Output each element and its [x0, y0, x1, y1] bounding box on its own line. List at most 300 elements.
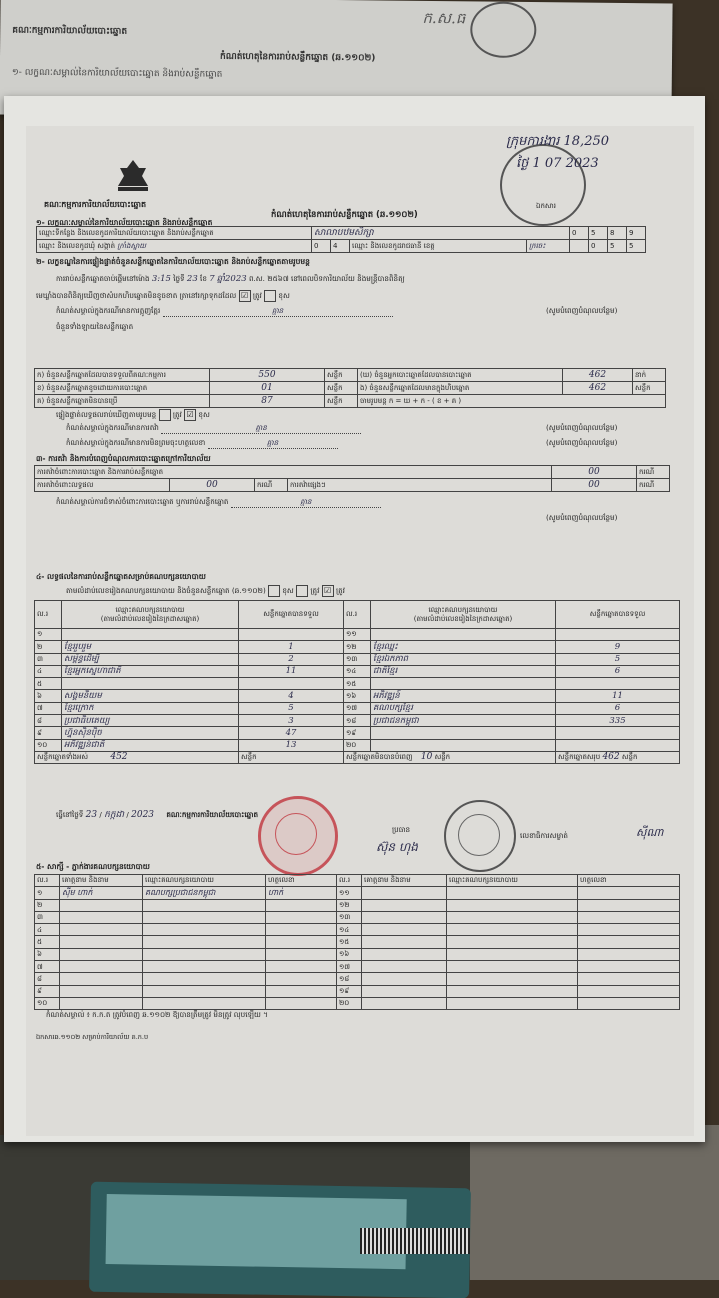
party-no: ១៤: [344, 665, 371, 677]
total-left-label: សន្លឹកឆ្នោតទាំងអស់: [37, 753, 89, 762]
party-no: ៤: [35, 665, 62, 677]
witness-no: ១: [35, 887, 60, 899]
col-no-left: ល.រ: [35, 601, 62, 629]
witness-no: ១៦: [337, 948, 362, 960]
witness-party: គណបក្សប្រជាជនកម្ពុជា: [143, 887, 266, 899]
party-name: ប្រជាជនកម្ពុជា: [371, 715, 556, 727]
witness-party: [447, 936, 578, 948]
total-mid-value: 10: [420, 752, 433, 763]
table-row: [35, 727, 680, 739]
witness-party: [143, 899, 266, 911]
ballot-count-intro: ចំនួនទាំងឡាយនៃសន្លឹកឆ្នោត: [56, 322, 134, 331]
party-votes: 11: [556, 690, 680, 702]
witness-party: [447, 887, 578, 899]
committee-title: គណៈកម្មការការិយាល័យបោះឆ្នោត: [166, 810, 259, 819]
party-name: [371, 727, 556, 739]
refusal-value: គ្មាន: [208, 439, 338, 449]
witness-col-name: គោត្តនាម និងនាម: [60, 875, 143, 887]
unused-ballots-unit: សន្លឹក: [325, 395, 358, 408]
refusal-label: កំណត់សម្គាល់ក្នុងករណីមានការមិនព្រមចុះហត្ថលេខា: [66, 438, 206, 447]
witness-signature: [578, 961, 680, 973]
total-mid-unit: សន្លឹក: [434, 753, 451, 762]
witness-no: ៤: [35, 924, 60, 936]
check-yes-label: ត្រូវ: [252, 291, 262, 300]
party-no: ៦: [35, 690, 62, 702]
witness-table: [34, 874, 680, 1010]
result-option-label: ត្រូវ: [335, 586, 345, 595]
col-party-right-sub: (តាមលំដាប់លេខរៀងនៃក្រដាសឆ្នោត): [413, 614, 513, 623]
voters-label: (ឃ) ចំនួនអ្នកបោះឆ្នោតដែលបានបោះឆ្នោត: [358, 369, 563, 382]
witness-signature: [578, 948, 680, 960]
done-year: 2023: [131, 810, 155, 820]
witness-name: [60, 899, 143, 911]
total-mid-label-cell: [344, 751, 556, 763]
party-votes: 4: [239, 690, 344, 702]
commune-code-digit: 0: [312, 240, 331, 253]
process-protest-value: 00: [552, 466, 637, 479]
witness-name: [362, 961, 447, 973]
party-votes: 6: [556, 665, 680, 677]
party-no: ១២: [344, 641, 371, 653]
party-name: អភិវឌ្ឍន៍ជាតិ: [62, 739, 239, 751]
section4-subline-text: តាមលំដាប់លេខរៀងគណបក្សនយោបាយ និងចំនួនសន្លឹកឆ្នោត (ឆ.១១០២): [66, 586, 266, 595]
objection-note: (សូមបំពេញបំណុលបន្ថែម): [546, 513, 618, 522]
witness-no: ១៨: [337, 973, 362, 985]
ballots-in-box-label: ង) ចំនួនសន្លឹកឆ្នោតដែលមានក្នុងហិបឆ្នោត: [358, 382, 563, 395]
month-value: 7: [209, 274, 215, 284]
done-day: 23: [85, 810, 98, 820]
complaint-line: [56, 307, 393, 317]
result-option-checkbox[interactable]: ☑: [322, 585, 334, 597]
witness-signature: ហាក់: [266, 887, 337, 899]
protest-label: កំណត់សម្គាល់ក្នុងករណីមានការតវ៉ា: [66, 423, 159, 432]
party-name: សម្ព័ន្ធដើម្បី: [62, 653, 239, 665]
other-protest-value: 00: [552, 479, 637, 492]
witness-signature: [266, 997, 337, 1009]
barcode-icon: [360, 1228, 470, 1254]
result-protest-label: ការតវ៉ាចំពោះលទ្ធផល: [35, 479, 170, 492]
result-protest-unit: ករណី: [255, 479, 288, 492]
result-option-label: ខុស: [282, 586, 294, 595]
table-row: [35, 690, 680, 702]
party-votes: 1: [239, 641, 344, 653]
table-row: [35, 911, 680, 923]
total-mid-cell: [239, 751, 344, 763]
witness-col-party-right: ឈ្មោះគណបក្សនយោបាយ: [447, 875, 578, 887]
witness-no: ១៥: [337, 936, 362, 948]
result-option-checkbox[interactable]: [268, 585, 280, 597]
witness-party: [143, 961, 266, 973]
party-no: ៥: [35, 678, 62, 690]
stamp-number: ក្រុមការងារ 18,250: [506, 134, 610, 149]
section3-table: [34, 465, 670, 492]
col-votes-left: សន្លឹកឆ្នោតបានទទួល: [239, 601, 344, 629]
witness-signature: [578, 899, 680, 911]
section1-heading: ១- លក្ខណៈសម្គាល់នៃការិយាល័យបោះឆ្នោត និងរាប់សន្លឹកឆ្នោត: [36, 218, 213, 227]
party-votes: [239, 629, 344, 641]
col-party-right: [371, 601, 556, 629]
table-row: [35, 997, 680, 1009]
section5-heading: ៥- សាក្សី - ភ្នាក់ងារគណបក្សនយោបាយ: [36, 862, 150, 871]
witness-signature: [266, 911, 337, 923]
witness-no: ១៩: [337, 985, 362, 997]
party-no: ១៣: [344, 653, 371, 665]
table-row: [35, 678, 680, 690]
province-code-digit: 0: [589, 240, 608, 253]
party-results-table: [34, 600, 680, 764]
witness-party: [447, 985, 578, 997]
section4-subline: [66, 585, 345, 597]
party-votes: 13: [239, 739, 344, 751]
table-row: [35, 985, 680, 997]
done-month: កក្កដា: [104, 810, 125, 820]
witness-no: ១២: [337, 899, 362, 911]
objection-value: គ្មាន: [231, 498, 381, 508]
chair-label: ប្រធាន: [392, 825, 411, 834]
party-no: ៨: [35, 715, 62, 727]
party-name: អភិវឌ្ឍន៍: [371, 690, 556, 702]
witness-no: ៦: [35, 948, 60, 960]
day-value: 23: [186, 274, 198, 284]
objection-line: [56, 498, 381, 508]
party-no: ១៥: [344, 678, 371, 690]
location-code-digit: 5: [589, 227, 608, 240]
witness-party: [143, 911, 266, 923]
party-name: ហ្វ៊ុនស៊ិនប៉ិច: [62, 727, 239, 739]
ballots-in-box-unit: សន្លឹក: [633, 382, 666, 395]
witness-no: ៣: [35, 911, 60, 923]
total-right-value: 462: [602, 752, 620, 763]
witness-no: ១១: [337, 887, 362, 899]
party-votes: [556, 739, 680, 751]
table-row: [35, 739, 680, 751]
location-code-digit: 9: [627, 227, 646, 240]
party-name: ប្រជាធិបតេយ្យ: [62, 715, 239, 727]
secretary-signature: ស៊ីណា: [636, 826, 664, 839]
table-row: [35, 702, 680, 714]
witness-no: ២: [35, 899, 60, 911]
witness-party: [143, 948, 266, 960]
ballot-box-check-line: [36, 290, 290, 302]
formula-yes-checkbox[interactable]: [159, 409, 171, 421]
witness-signature: [578, 997, 680, 1009]
location-label: ឈ្មោះទីកន្លែង និងលេខកូដការិយាល័យបោះឆ្នោត និងរាប់សន្លឹកឆ្នោត: [37, 227, 312, 240]
witness-name: [60, 936, 143, 948]
party-name: ខ្មែរឯកភាព: [371, 653, 556, 665]
witness-signature: [266, 948, 337, 960]
witness-name: [60, 961, 143, 973]
month-label: ខែ: [200, 274, 207, 283]
commune-value: ក្រាំងស្នាយ: [117, 241, 147, 250]
col-party-left-sub: (តាមលំដាប់លេខរៀងនៃក្រដាសឆ្នោត): [100, 614, 200, 623]
formula-no-checkbox[interactable]: ☑: [184, 409, 196, 421]
witness-name: [362, 899, 447, 911]
witness-name: [60, 948, 143, 960]
witness-signature: [578, 911, 680, 923]
counting-time-rest: ព.ស. ២៥៦៧ នៅពេលបិទការិយាល័យ និងមន្ត្រីបានពិនិត្យ: [248, 274, 405, 283]
party-no: ១៧: [344, 702, 371, 714]
party-name: [62, 678, 239, 690]
received-ballots-label: ក) ចំនួនសន្លឹកឆ្នោតដែលបានទទួលពីគណៈកម្មការ: [35, 369, 210, 382]
commune-cell: [37, 240, 312, 253]
unused-ballots-value: 87: [210, 395, 325, 408]
witness-party: [143, 985, 266, 997]
spoiled-ballots-unit: សន្លឹក: [325, 382, 358, 395]
protest-line: [66, 424, 361, 434]
party-name: [371, 739, 556, 751]
signature-date-line: ធ្វើនៅថ្ងៃទី 23 / កក្កដា / 2023 គណៈកម្មការការិយាល័យបោះឆ្នោត: [56, 810, 259, 820]
footer-note-1: កំណត់សម្គាល់ ៖ ក.ក.ត ត្រូវបំពេញ ឆ.១១០២ ឱ្យបានត្រឹមត្រូវ មិនត្រូវ លុបឡើយ ។: [46, 1010, 268, 1019]
witness-no: ១៣: [337, 911, 362, 923]
result-option-label: ត្រូវ: [310, 586, 320, 595]
witness-signature: [266, 973, 337, 985]
witness-party: [447, 899, 578, 911]
witness-party: [447, 948, 578, 960]
witness-party: [447, 973, 578, 985]
total-left-value: 452: [110, 752, 128, 763]
party-name: សង្គមនិយម: [62, 690, 239, 702]
counting-time-label: ការរាប់សន្លឹកឆ្នោតចាប់ផ្តើមនៅម៉ោង: [56, 274, 150, 283]
table-row: [35, 665, 680, 677]
witness-name: [60, 997, 143, 1009]
party-no: ២: [35, 641, 62, 653]
witness-no: ៥: [35, 936, 60, 948]
party-votes: [239, 678, 344, 690]
total-left-cell: [35, 751, 239, 763]
party-name: [371, 678, 556, 690]
table-row: [35, 887, 680, 899]
table-row: [35, 948, 680, 960]
witness-name: [60, 985, 143, 997]
total-mid-label: សន្លឹកឆ្នោតមិនបានបំពេញ: [346, 753, 413, 762]
total-right-cell: [556, 751, 680, 763]
background-signature: ក.ស.ធ: [422, 8, 466, 28]
party-votes: 5: [556, 653, 680, 665]
background-sheet-title: គណៈកម្មការការិយាល័យបោះឆ្នោត: [12, 25, 128, 37]
royal-emblem-icon: [112, 156, 154, 196]
party-no: ១៩: [344, 727, 371, 739]
total-right-unit: សន្លឹក: [621, 753, 638, 762]
witness-signature: [578, 887, 680, 899]
org-title: គណៈកម្មការការិយាល័យបោះឆ្នោត: [44, 200, 147, 209]
stamp-date: ថ្ងៃ 1 07 2023: [516, 156, 599, 171]
witness-name: [362, 887, 447, 899]
party-votes: [556, 629, 680, 641]
check-no-label: ខុស: [278, 291, 290, 300]
ballots-in-box-value: 462: [563, 382, 633, 395]
witness-signature: [266, 924, 337, 936]
spoiled-ballots-value: 01: [210, 382, 325, 395]
party-no: ៩: [35, 727, 62, 739]
witness-signature: [266, 899, 337, 911]
witness-party: [447, 924, 578, 936]
ballot-count-table: [34, 368, 666, 408]
party-name: [371, 629, 556, 641]
voters-value: 462: [563, 369, 633, 382]
check-yes-checkbox[interactable]: ☑: [239, 290, 251, 302]
location-code-digit: 8: [608, 227, 627, 240]
ballot-formula: ចាមរូបមន្ត ក = ឃ + ក - ( ខ + គ ): [358, 395, 666, 408]
location-value: សាលាបឋមសិក្សា: [312, 227, 570, 240]
witness-party: [143, 973, 266, 985]
party-name: គណបក្សខ្មែរ: [371, 702, 556, 714]
received-ballots-value: 550: [210, 369, 325, 382]
formula-yes-label: ត្រូវ: [172, 410, 182, 419]
party-no: ៣: [35, 653, 62, 665]
objection-label: កំណត់សម្គាល់ការជំទាស់ចំពោះការបោះឆ្នោត ឬការរាប់សន្លឹកឆ្នោត: [56, 497, 229, 506]
witness-name: [362, 985, 447, 997]
result-option-checkbox[interactable]: [296, 585, 308, 597]
witness-no: ២០: [337, 997, 362, 1009]
table-row: [35, 715, 680, 727]
party-name: [62, 629, 239, 641]
province-code-digit: 5: [627, 240, 646, 253]
formula-no-label: ខុស: [198, 410, 210, 419]
witness-col-sign: ហត្ថលេខា: [266, 875, 337, 887]
witness-signature: [266, 985, 337, 997]
complaint-value: គ្មាន: [163, 307, 393, 317]
witness-party: [447, 997, 578, 1009]
table-row: [35, 924, 680, 936]
witness-col-party: ឈ្មោះគណបក្សនយោបាយ: [143, 875, 266, 887]
formula-check-line: [56, 409, 210, 421]
table-row: [35, 973, 680, 985]
col-no-right: ល.រ: [344, 601, 371, 629]
process-protest-unit: ករណី: [637, 466, 670, 479]
witness-name: [60, 911, 143, 923]
party-votes: 5: [239, 702, 344, 714]
witness-no: ១៧: [337, 961, 362, 973]
witness-no: ១៤: [337, 924, 362, 936]
form-page: [4, 96, 705, 1142]
witness-name: [362, 911, 447, 923]
stamp-label: ឯកសារ: [536, 202, 556, 210]
party-votes: 2: [239, 653, 344, 665]
witness-col-no: ល.រ: [35, 875, 60, 887]
location-code-digit: 0: [570, 227, 589, 240]
witness-col-no-right: ល.រ: [337, 875, 362, 887]
party-votes: 335: [556, 715, 680, 727]
witness-name: [60, 973, 143, 985]
voters-unit: នាក់: [633, 369, 666, 382]
witness-signature: [578, 924, 680, 936]
section1-table: [36, 226, 646, 253]
witness-no: ៧: [35, 961, 60, 973]
form-body: [26, 126, 694, 1136]
col-party-left: [62, 601, 239, 629]
total-right-label: សន្លឹកឆ្នោតសរុប: [558, 753, 601, 762]
party-name: ខ្មែរអ្នកស្នេហាជាតិ: [62, 665, 239, 677]
party-no: ២០: [344, 739, 371, 751]
received-ballots-unit: សន្លឹក: [325, 369, 358, 382]
party-no: ១១: [344, 629, 371, 641]
other-protest-label: ការតវ៉ាផ្សេងៗ: [288, 479, 552, 492]
table-row: [35, 629, 680, 641]
party-no: ១០: [35, 739, 62, 751]
section4-heading: ៤- លទ្ធផលនៃការរាប់សន្លឹកឆ្នោតសម្រាប់គណបក្សនយោបាយ: [36, 572, 206, 581]
spoiled-ballots-label: ខ) ចំនួនសន្លឹកឆ្នោតខូចដោយការបោះឆ្នោត: [35, 382, 210, 395]
year-value: ឆ្នាំ2023: [216, 274, 247, 284]
witness-party: [143, 997, 266, 1009]
background-sheet-subtitle: កំណត់ហេតុនៃការរាប់សន្លឹកឆ្នោត (ឆ.១១០២): [219, 51, 376, 64]
table-row: [35, 936, 680, 948]
form-title: កំណត់ហេតុនៃការរាប់សន្លឹកឆ្នោត (ឆ.១១០២): [271, 210, 418, 220]
table-row: [35, 653, 680, 665]
witness-signature: [578, 985, 680, 997]
chair-seal-icon: [444, 800, 516, 872]
party-name: ខ្មែររួបរួម: [62, 641, 239, 653]
party-name: ជាតិខ្មែរ: [371, 665, 556, 677]
desk-cloth: [470, 1125, 719, 1280]
witness-signature: [578, 973, 680, 985]
other-protest-unit: ករណី: [637, 479, 670, 492]
witness-name: ស៊ីម ហាក់: [60, 887, 143, 899]
check-no-checkbox[interactable]: [264, 290, 276, 302]
official-seal-icon: [258, 796, 338, 876]
party-no: ៧: [35, 702, 62, 714]
witness-name: [362, 997, 447, 1009]
province-code-digit: 5: [608, 240, 627, 253]
witness-party: [143, 936, 266, 948]
party-votes: [556, 678, 680, 690]
party-votes: 11: [239, 665, 344, 677]
secretary-label: លេខាធិការសម្ងាត់: [520, 831, 568, 840]
witness-no: ៩: [35, 985, 60, 997]
province-value: ក្រចេះ: [527, 240, 570, 253]
commune-label: ឈ្មោះ និងលេខកូដឃុំ សង្កាត់: [39, 241, 116, 250]
witness-signature: [266, 936, 337, 948]
result-protest-value: 00: [170, 479, 255, 492]
witness-party: [447, 911, 578, 923]
party-votes: [556, 727, 680, 739]
background-seal-icon: [470, 1, 537, 58]
done-at-label: ធ្វើនៅថ្ងៃទី: [56, 810, 84, 819]
complaint-label: កំណត់សម្គាល់ក្នុងករណីមានការត្អូញត្អែរ: [56, 306, 161, 315]
witness-name: [362, 973, 447, 985]
total-left-unit: សន្លឹក: [241, 753, 257, 762]
witness-col-name-right: គោត្តនាម និងនាម: [362, 875, 447, 887]
protest-value: គ្មាន: [161, 424, 361, 434]
witness-signature: [578, 936, 680, 948]
chair-signature: ស៊ុន ហុង: [376, 840, 418, 854]
complaint-note: (សូមបំពេញបំណុលបន្ថែម): [546, 306, 618, 315]
witness-party: [143, 924, 266, 936]
witness-col-sign-right: ហត្ថលេខា: [578, 875, 680, 887]
commune-code-digit: 4: [331, 240, 350, 253]
witness-name: [60, 924, 143, 936]
footer-note-2: ឯកសារឆ.១១០២ សម្រាប់ការិយាល័យ គ.ក.ប: [36, 1033, 149, 1041]
party-no: ១៦: [344, 690, 371, 702]
protest-note: (សូមបំពេញបំណុលបន្ថែម): [546, 423, 618, 432]
party-votes: 47: [239, 727, 344, 739]
unused-ballots-label: គ) ចំនួនសន្លឹកឆ្នោតមិនបានប្រើ: [35, 395, 210, 408]
province-label: ឈ្មោះ និងលេខកូដរាជធានី ខេត្ត: [350, 240, 527, 253]
col-party-right-title: ឈ្មោះគណបក្សនយោបាយ: [428, 606, 498, 615]
table-row: [35, 641, 680, 653]
witness-name: [362, 936, 447, 948]
witness-signature: [266, 961, 337, 973]
formula-check-label: ផ្ទៀងផ្ទាត់លទ្ធផលរាប់ឃើញតាមរូបមន្ត: [56, 410, 157, 419]
witness-no: ១០: [35, 997, 60, 1009]
counting-time-value: 3:15: [151, 274, 171, 284]
party-no: ១៨: [344, 715, 371, 727]
party-votes: 9: [556, 641, 680, 653]
witness-name: [362, 948, 447, 960]
table-row: [35, 961, 680, 973]
counting-time-line: [56, 274, 405, 284]
refusal-line: [66, 439, 338, 449]
party-no: ១: [35, 629, 62, 641]
